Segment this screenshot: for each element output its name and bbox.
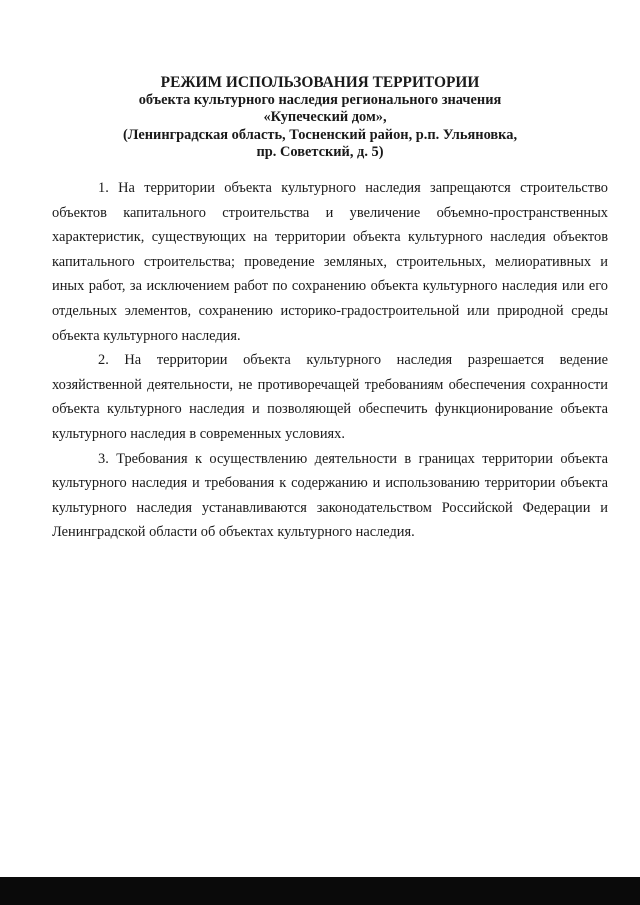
paragraph-2-text: 2. На территории объекта культурного наследия разрешается ведение хозяйственной деятельности, не противоречащей требованиям обеспечения сохранности объекта культурного наследия и позволяющей обеспечить функционирование объекта культурного наследия в современных условиях. <box>52 352 608 442</box>
paragraph-2 <box>52 348 608 446</box>
document-header <box>0 74 640 162</box>
paragraph-1 <box>52 176 608 348</box>
paragraph-3 <box>52 447 608 545</box>
paragraph-1-text: 1. На территории объекта культурного наследия запрещаются строительство объектов капитального строительства и увеличение объемно-пространственных характеристик, существующих на территории объекта культурного наследия объектов капитального строительства; проведение земляных, строительных, мелиоративных и иных работ, за исключением работ по сохранению объекта культурного наследия или его отдельных элементов, сохранению историко-градостроительной или природной среды объекта культурного наследия. <box>52 180 608 344</box>
object-address-line-2: пр. Советский, д. 5) <box>256 144 384 161</box>
object-name: «Купеческий дом», <box>263 109 387 126</box>
object-address-line-1: (Ленинградская область, Тосненский район, р.п. Ульяновка, <box>122 126 518 143</box>
scan-bottom-border <box>0 877 640 905</box>
paragraph-3-text: 3. Требования к осуществлению деятельности в границах территории объекта культурного наследия и требования к содержанию и использованию территории объекта культурного наследия устанавливаются законодательством Российской Федерации и Ленинградской области об объектах культурного наследия. <box>52 450 608 541</box>
document-subtitle: объекта культурного наследия регионального значения <box>138 91 502 108</box>
document-body <box>52 176 608 545</box>
document-title: РЕЖИМ ИСПОЛЬЗОВАНИЯ ТЕРРИТОРИИ <box>160 74 480 91</box>
